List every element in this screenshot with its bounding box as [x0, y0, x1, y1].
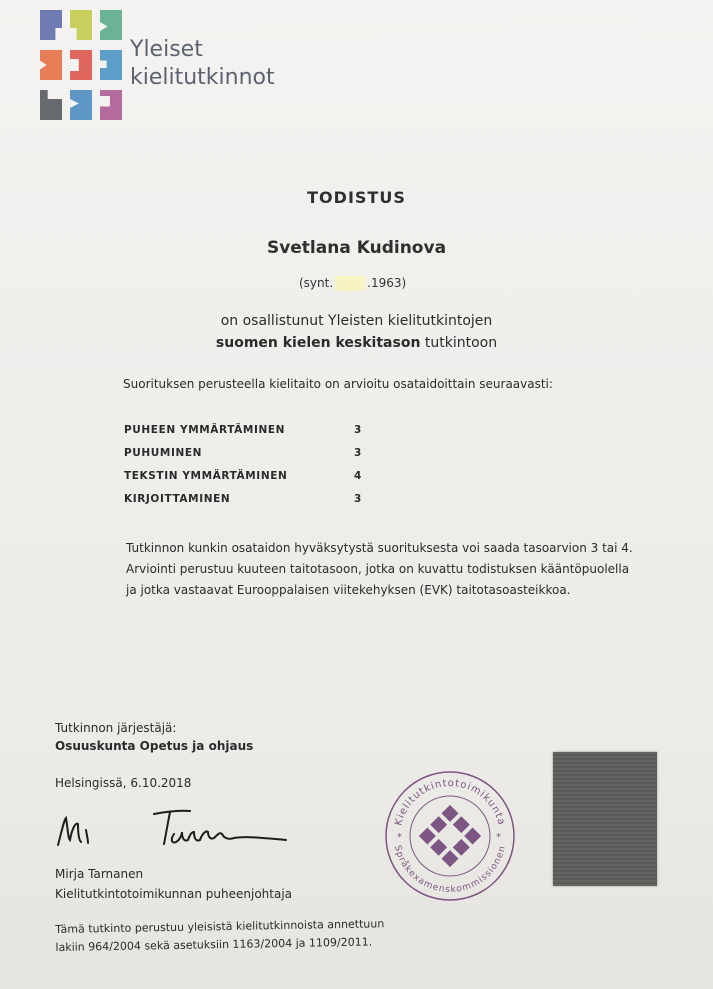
intro-line-1: on osallistunut Yleisten kielitutkintojen	[220, 313, 493, 329]
candidate-name: Svetlana Kudinova	[266, 238, 447, 258]
redacted-photo	[553, 752, 657, 886]
skill-score: 3	[354, 493, 362, 505]
svg-text:*: *	[496, 832, 501, 843]
exam-organizer	[55, 719, 253, 755]
organizer-name: Osuuskunta Opetus ja ohjaus	[55, 739, 254, 753]
skill-name: TEKSTIN YMMÄRTÄMINEN	[124, 470, 288, 482]
signer-title: Kielitutkintotoimikunnan puheenjohtaja	[55, 887, 293, 901]
paragraph-line-2: Arviointi perustuu kuuteen taitotasoon, jotka on kuvattu todistuksen kääntöpuolella	[126, 562, 630, 576]
skill-name: PUHEEN YMMÄRTÄMINEN	[124, 424, 286, 436]
assessment-paragraph	[126, 538, 633, 601]
paragraph-line-3: ja jotka vastaavat Eurooppalaisen viitekehyksen (EVK) taitotasoasteikkoa.	[126, 583, 571, 597]
signer-block	[55, 864, 292, 904]
logo-line-2: kielitutkinnot	[130, 65, 275, 90]
certificate-title: TODISTUS	[307, 188, 406, 207]
skill-name: KIRJOITTAMINEN	[124, 493, 231, 505]
intro-line-2-rest: tutkintoon	[420, 335, 498, 351]
skill-row	[124, 424, 374, 447]
birth-prefix: (synt.	[299, 276, 334, 290]
official-stamp-icon	[380, 766, 520, 906]
skill-score: 3	[354, 424, 362, 436]
skill-row	[124, 493, 374, 516]
birth-suffix: .1963)	[367, 276, 407, 290]
yki-logo-text	[130, 36, 275, 92]
place-and-date: Helsingissä, 6.10.2018	[55, 776, 192, 790]
logo-line-1: Yleiset	[130, 37, 203, 62]
stamp-bottom-text: Språkexamenskommissionen	[391, 844, 509, 896]
exam-level: suomen kielen keskitason	[215, 335, 421, 351]
legal-footnote	[55, 915, 385, 957]
skills-table	[124, 424, 374, 516]
results-lead-text: Suorituksen perusteella kielitaito on arvioitu osataidoittain seuraavasti:	[123, 377, 553, 391]
stamp-top-text: Kielitutkintotoimikunta	[393, 777, 507, 827]
intro-line-2	[0, 335, 713, 351]
signer-name: Mirja Tarnanen	[55, 867, 144, 881]
skill-row	[124, 470, 374, 493]
skill-name: PUHUMINEN	[124, 447, 203, 459]
paragraph-line-1: Tutkinnon kunkin osataidon hyväksytystä suorituksesta voi saada tasoarvion 3 tai 4.	[126, 541, 633, 555]
skill-score: 3	[354, 447, 362, 459]
footnote-line-2: lakiin 964/2004 sekä asetuksiin 1163/2004 ja 1109/2011.	[55, 935, 373, 954]
birth-date	[299, 276, 406, 291]
handwritten-signature	[50, 800, 300, 860]
skill-score: 4	[354, 470, 362, 482]
yki-logo-icon	[40, 10, 122, 122]
skill-row	[124, 447, 374, 470]
redacted-birth-day	[335, 276, 365, 291]
footnote-line-1: Tämä tutkinto perustuu yleisistä kielitutkinnoista annettuun	[55, 917, 385, 936]
organizer-label: Tutkinnon järjestäjä:	[55, 721, 177, 735]
svg-text:*: *	[397, 832, 402, 843]
